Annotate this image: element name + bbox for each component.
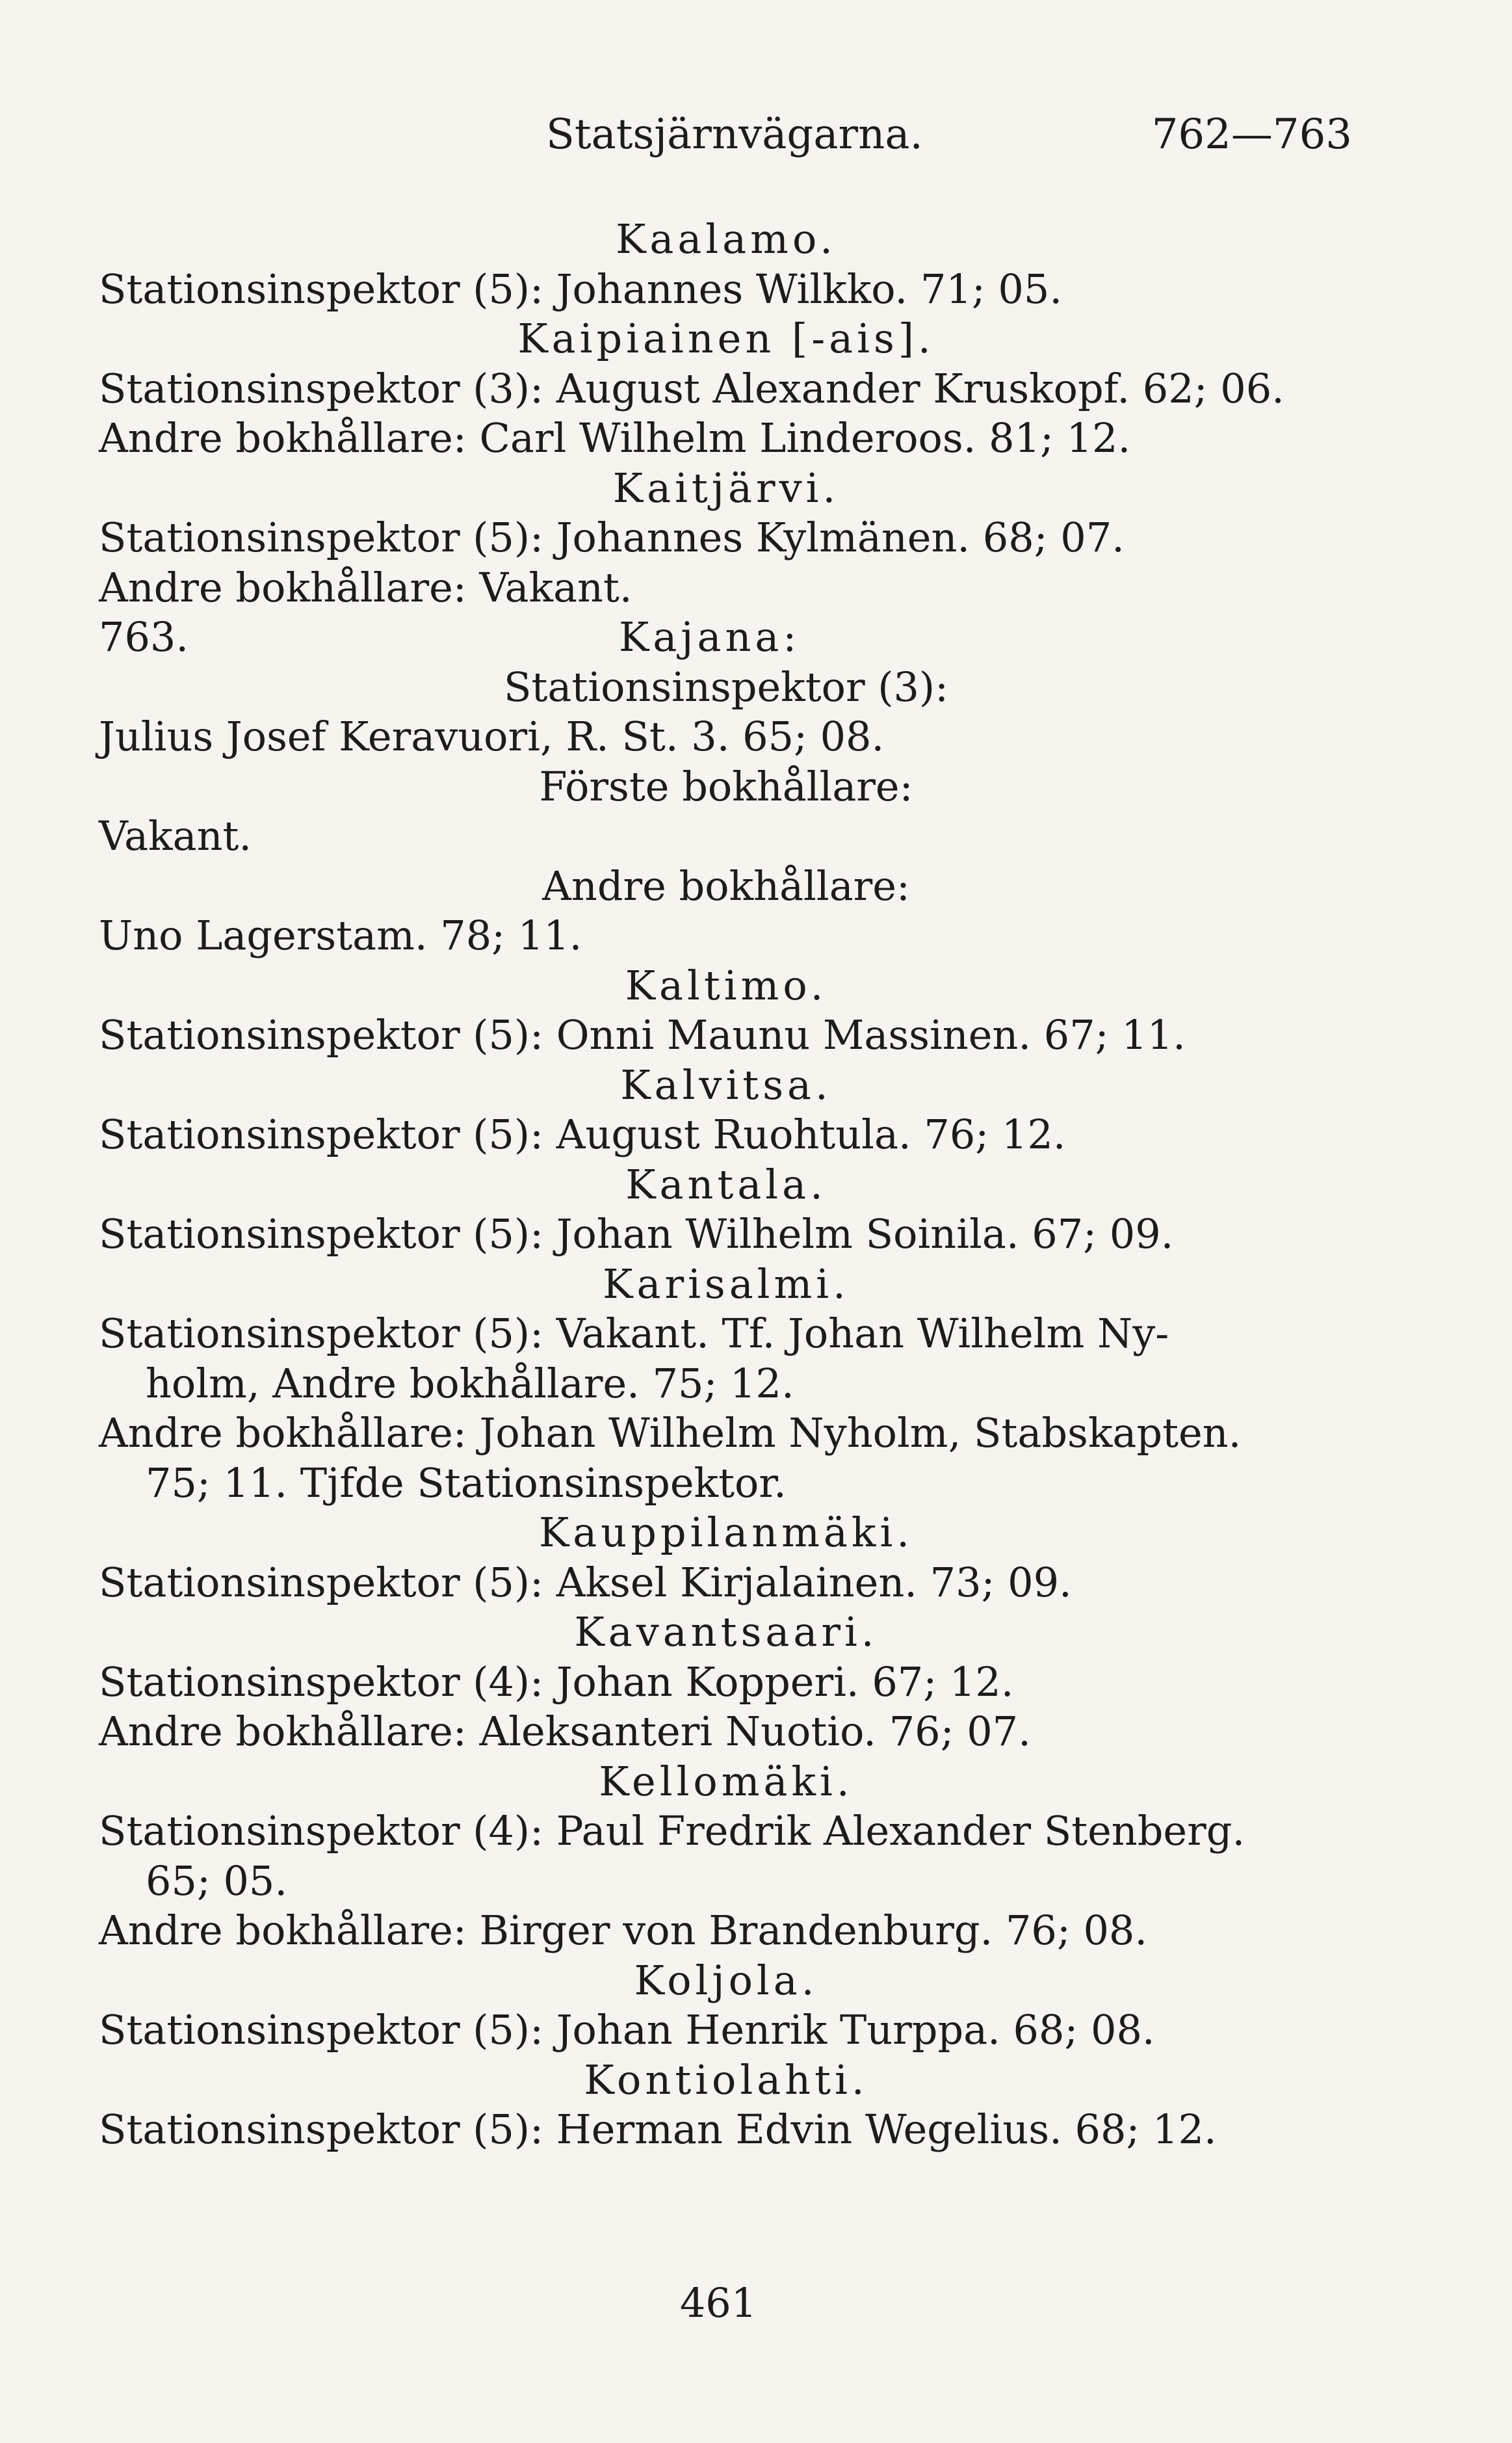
entry-line: Stationsinspektor (3): August Alexander Kruskopf. 62; 06. <box>99 364 1284 412</box>
station-heading: Karisalmi. <box>603 1260 850 1308</box>
entry-line: Stationsinspektor (4): Paul Fredrik Alexander Stenberg. <box>99 1807 1245 1855</box>
entry-line: Uno Lagerstam. 78; 11. <box>99 912 582 959</box>
station-heading: Kalvitsa. <box>620 1061 832 1109</box>
entry-line: Stationsinspektor (5): Johan Wilhelm Soinila. 67; 09. <box>99 1210 1174 1258</box>
entry-line: Andre bokhållare: Carl Wilhelm Linderoos. 81; 12. <box>99 414 1131 462</box>
station-heading: Kontiolahti. <box>584 2055 868 2104</box>
section-number: 763. <box>99 613 189 661</box>
entry-line: Stationsinspektor (5): Vakant. Tf. Johan Wilhelm Ny- <box>99 1310 1169 1357</box>
page-number: 461 <box>679 2279 757 2327</box>
station-heading: Kellomäki. <box>599 1757 854 1805</box>
station-heading: Kavantsaari. <box>574 1608 878 1656</box>
role-heading: Stationsinspektor (3): <box>504 663 948 711</box>
role-heading: Andre bokhållare: <box>542 862 910 910</box>
directory-listing <box>99 215 1353 2155</box>
running-header <box>98 111 1352 169</box>
entry-line: Andre bokhållare: Aleksanteri Nuotio. 76; 07. <box>99 1708 1031 1755</box>
numbered-station-heading <box>99 613 1353 663</box>
entry-line: Andre bokhållare: Vakant. <box>99 563 632 611</box>
station-heading: Kaipiainen [-ais]. <box>517 315 935 362</box>
entry-line: Stationsinspektor (5): Aksel Kirjalainen. 73; 09. <box>99 1558 1072 1606</box>
role-heading: Förste bokhållare: <box>539 762 913 810</box>
page-range: 762—763 <box>1151 111 1352 159</box>
entry-line: Andre bokhållare: Birger von Brandenburg. 76; 08. <box>99 1907 1148 1954</box>
station-heading: Kaitjärvi. <box>612 464 840 512</box>
entry-line: Stationsinspektor (5): Johannes Kylmänen. 68; 07. <box>99 514 1125 561</box>
entry-line: Stationsinspektor (5): Onni Maunu Massinen. 67; 11. <box>99 1011 1186 1059</box>
station-heading: Kaalamo. <box>616 215 837 263</box>
entry-continuation: 75; 11. Tjfde Stationsinspektor. <box>146 1459 787 1507</box>
entry-line: Stationsinspektor (5): Herman Edvin Wegelius. 68; 12. <box>99 2106 1217 2153</box>
station-heading: Koljola. <box>634 1956 818 2004</box>
entry-line: Andre bokhållare: Johan Wilhelm Nyholm, Stabskapten. <box>99 1409 1242 1457</box>
station-heading: Kauppilanmäki. <box>538 1509 913 1556</box>
entry-line: Vakant. <box>99 812 252 860</box>
entry-line: Stationsinspektor (5): Johan Henrik Turppa. 68; 08. <box>99 2006 1155 2053</box>
entry-line: Stationsinspektor (5): August Ruohtula. 76; 12. <box>99 1111 1066 1158</box>
entry-line: Stationsinspektor (4): Johan Kopperi. 67; 12. <box>99 1657 1014 1706</box>
entry-continuation: holm, Andre bokhållare. 75; 12. <box>146 1359 794 1407</box>
entry-line: Stationsinspektor (5): Johannes Wilkko. 71; 05. <box>99 265 1063 313</box>
entry-line: Julius Josef Keravuori, R. St. 3. 65; 08. <box>99 713 885 760</box>
running-title: Statsjärnvägarna. <box>546 111 923 159</box>
entry-continuation: 65; 05. <box>146 1856 288 1905</box>
station-heading: Kantala. <box>625 1160 827 1208</box>
station-heading: Kajana: <box>619 613 801 661</box>
station-heading: Kaltimo. <box>625 961 828 1009</box>
